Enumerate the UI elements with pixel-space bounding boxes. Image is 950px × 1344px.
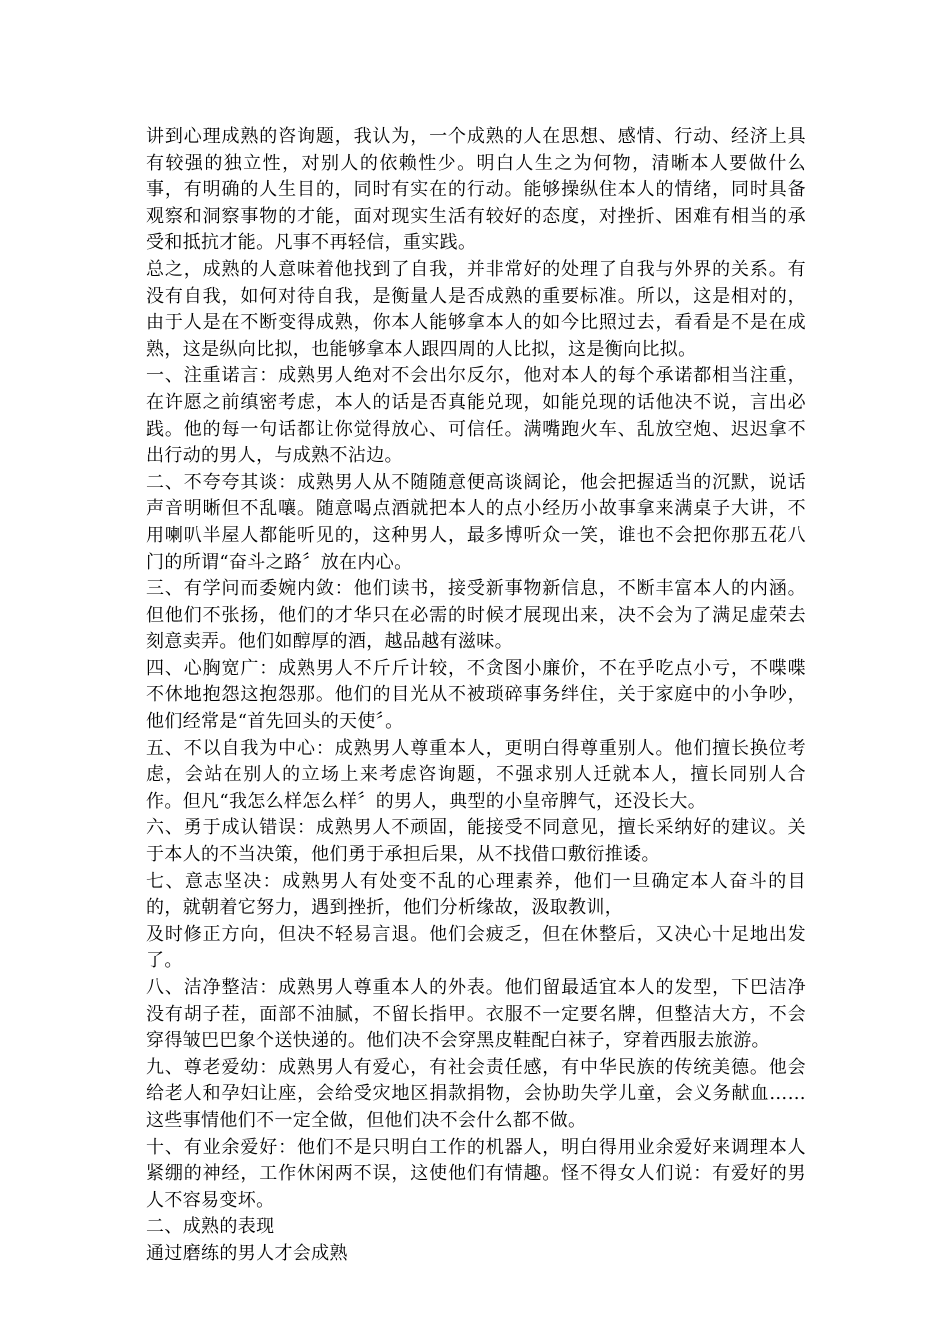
paragraph-summary: 总之，成熟的人意味着他找到了自我，并非常好的处理了自我与外界的关系。有没有自我，如何对待自我，是衡量人是否成熟的重要标准。所以，这是相对的，由于人是在不断变得成熟，你本人能够拿本人的如今比照过去，看看是不是在成熟，这是纵向比拟，也能够拿本人跟四周的人比拟，这是衡向比拟。: [146, 258, 806, 360]
section-subheading: 通过磨练的男人才会成熟: [146, 1242, 348, 1264]
article-body: [146, 124, 806, 1268]
paragraph-intro: 讲到心理成熟的咨询题，我认为，一个成熟的人在思想、感情、行动、经济上具有较强的独立性，对别人的依赖性少。明白人生之为何物，清晰本人要做什么事，有明确的人生目的，同时有实在的行动。能够操纵住本人的情绪，同时具备观察和洞察事物的才能，面对现实生活有较好的态度，对挫折、困难有相当的承受和抵抗才能。凡事不再轻信，重实践。: [146, 126, 806, 254]
paragraph-point-2: 二、不夸夸其谈：成熟男人从不随随意便高谈阔论，他会把握适当的沉默，说话声音明晰但不乱嚷。随意喝点酒就把本人的点小经历小故事拿来满桌子大讲，不用喇叭半屋人都能听见的，这种男人，最多博听众一笑，谁也不会把你那五花八门的所谓“奋斗之路〞放在内心。: [146, 471, 806, 573]
paragraph-point-9: 九、尊老爱幼：成熟男人有爱心，有社会责任感，有中华民族的传统美德。他会给老人和孕妇让座，会给受灾地区捐款捐物，会协助失学儿童，会义务献血……这些事情他们不一定全做，但他们决不会什么都不做。: [146, 1056, 806, 1131]
section-heading: 二、成熟的表现: [146, 1216, 275, 1238]
paragraph-point-8: 八、洁净整洁：成熟男人尊重本人的外表。他们留最适宜本人的发型，下巴洁净没有胡子茬，面部不油腻，不留长指甲。衣服不一定要名牌，但整洁大方，不会穿得皱巴巴象个送快递的。他们决不会穿黑皮鞋配白袜子，穿着西服去旅游。: [146, 977, 806, 1052]
paragraph-point-4: 四、心胸宽广：成熟男人不斤斤计较，不贪图小廉价，不在乎吃点小亏，不喋喋不休地抱怨这抱怨那。他们的目光从不被琐碎事务绊住，关于家庭中的小争吵，他们经常是“首先回头的天使〞。: [146, 657, 806, 733]
paragraph-point-3: 三、有学问而委婉内敛：他们读书，接受新事物新信息，不断丰富本人的内涵。但他们不张扬，他们的才华只在必需的时候才展现出来，决不会为了满足虚荣去刻意卖弄。他们如醇厚的酒，越品越有滋味。: [146, 578, 806, 653]
paragraph-point-5: 五、不以自我为中心：成熟男人尊重本人，更明白得尊重别人。他们擅长换位考虑，会站在别人的立场上来考虑咨询题，不强求别人迁就本人，擅长同别人合作。但凡“我怎么样怎么样〞的男人，典型的小皇帝脾气，还没长大。: [146, 737, 806, 812]
paragraph-point-1: 一、注重诺言：成熟男人绝对不会出尔反尔，他对本人的每个承诺都相当注重，在许愿之前缜密考虑，本人的话是否真能兑现，如能兑现的话他决不说，言出必践。他的每一句话都让你觉得放心、可信任。满嘴跑火车、乱放空炮、迟迟拿不出行动的男人，与成熟不沾边。: [146, 365, 806, 467]
paragraph-point-6: 六、勇于成认错误：成熟男人不顽固，能接受不同意见，擅长采纳好的建议。关于本人的不当决策，他们勇于承担后果，从不找借口敷衍推诿。: [146, 817, 806, 866]
paragraph-point-10: 十、有业余爱好：他们不是只明白工作的机器人，明白得用业余爱好来调理本人紧绷的神经，工作休闲两不误，这使他们有情趣。怪不得女人们说：有爱好的男人不容易变坏。: [146, 1136, 806, 1211]
paragraph-point-7-continued: 及时修正方向，但决不轻易言退。他们会疲乏，但在休整后，又决心十足地出发了。: [146, 923, 806, 972]
paragraph-point-7: 七、意志坚决：成熟男人有处变不乱的心理素养，他们一旦确定本人奋斗的目的，就朝着它努力，遇到挫折，他们分析缘故，汲取教训，: [146, 870, 806, 919]
